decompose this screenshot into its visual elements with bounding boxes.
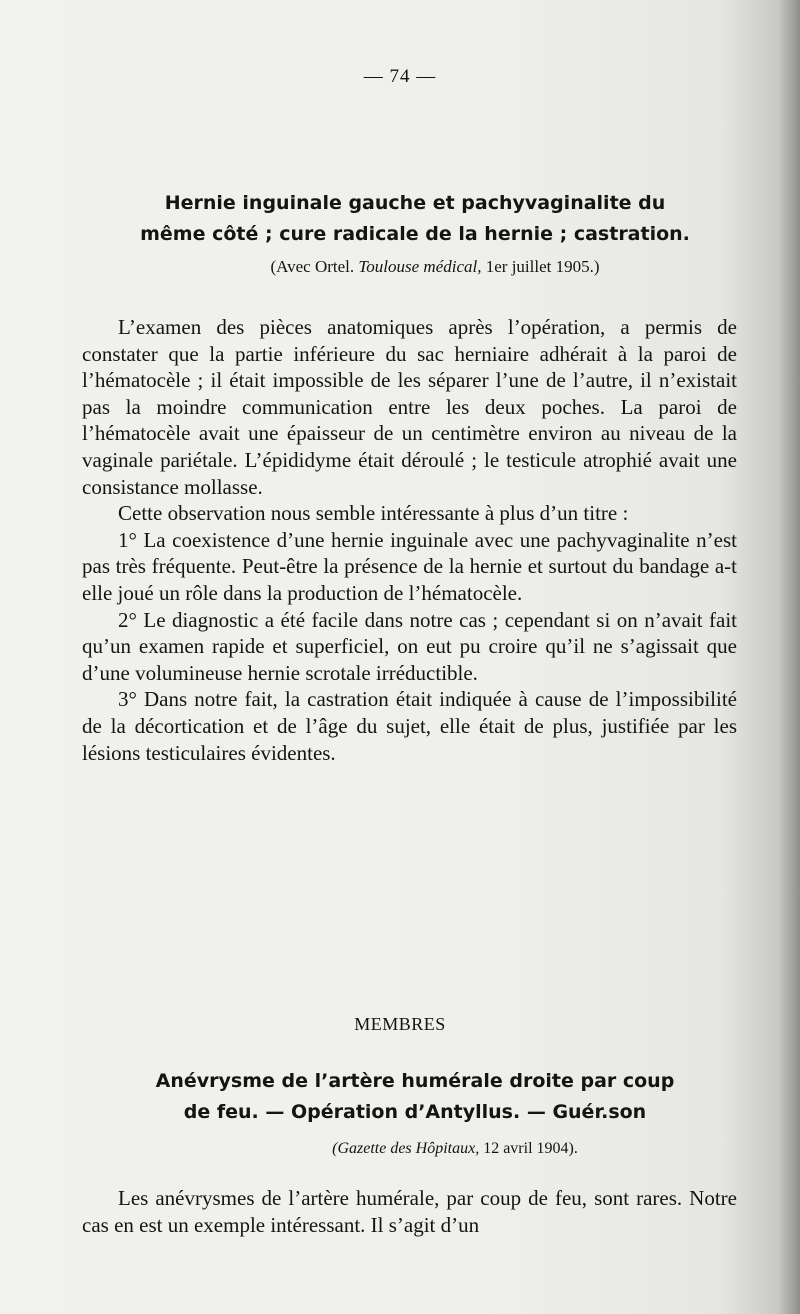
title-line: Anévrysme de l’artère humérale droite par coup xyxy=(155,1070,675,1092)
citation-journal: Toulouse médical, xyxy=(358,257,482,276)
paragraph: 1° La coexistence d’une hernie inguinale avec une pachyvaginalite n’est pas très fréquente. Peut-être la présence de la hernie et surtout du bandage a-t elle joué un rôle dans la production de l’hématocèle. xyxy=(82,527,737,605)
paragraph: Les anévrysmes de l’artère humérale, par coup de feu, sont rares. Notre cas en est un exemple intéressant. Il s’agit d’un xyxy=(82,1186,737,1237)
citation-toulouse-medical xyxy=(100,257,740,277)
section-heading: MEMBRES xyxy=(354,1014,446,1034)
article-title-hernie xyxy=(100,188,730,250)
title-line: Hernie inguinale gauche et pachyvaginalite du xyxy=(164,192,666,214)
paragraph: 2° Le diagnostic a été facile dans notre cas ; cependant si on n’avait fait qu’un examen rapide et superficiel, on eut pu croire qu’il ne s’agissait que d’une volumineuse hernie scrotale irréductible. xyxy=(82,607,737,685)
citation-prefix: (Avec Ortel. xyxy=(270,257,355,276)
book-spine-shadow xyxy=(778,0,800,1314)
paragraph: 3° Dans notre fait, la castration était indiquée à cause de l’impossibilité de la décortication et de l’âge du sujet, elle était de plus, justifiée par les lésions testiculaires évidentes. xyxy=(82,687,737,765)
title-line: de feu. — Opération d’Antyllus. — Guér.son xyxy=(183,1101,647,1123)
paragraph: Cette observation nous semble intéressante à plus d’un titre : xyxy=(118,501,629,526)
paragraph: L’examen des pièces anatomiques après l’opération, a permis de constater que la partie inférieure du sac herniaire adhérait à la paroi de l’hématocèle ; il était impossible de les séparer l’une de l’autre, il n’existait pas la moindre communication entre les deux poches. La paroi de l’hématocèle avait une épaisseur de un centimètre environ au niveau de la vaginale pariétale. L’épididyme était déroulé ; le testicule atrophié avait une consistance mollasse. xyxy=(82,315,737,499)
page-number: — 74 — xyxy=(363,66,437,87)
citation-journal: (Gazette des Hôpitaux, xyxy=(332,1140,480,1157)
article-title-anevrysme xyxy=(100,1066,730,1128)
citation-date: 1er juillet 1905.) xyxy=(485,257,600,276)
title-line: même côté ; cure radicale de la hernie ; castration. xyxy=(140,223,690,245)
article-body-anevrysme xyxy=(82,1185,737,1238)
article-body-hernie xyxy=(82,314,737,766)
citation-gazette-hopitaux xyxy=(100,1140,740,1158)
citation-date: 12 avril 1904). xyxy=(483,1140,578,1157)
